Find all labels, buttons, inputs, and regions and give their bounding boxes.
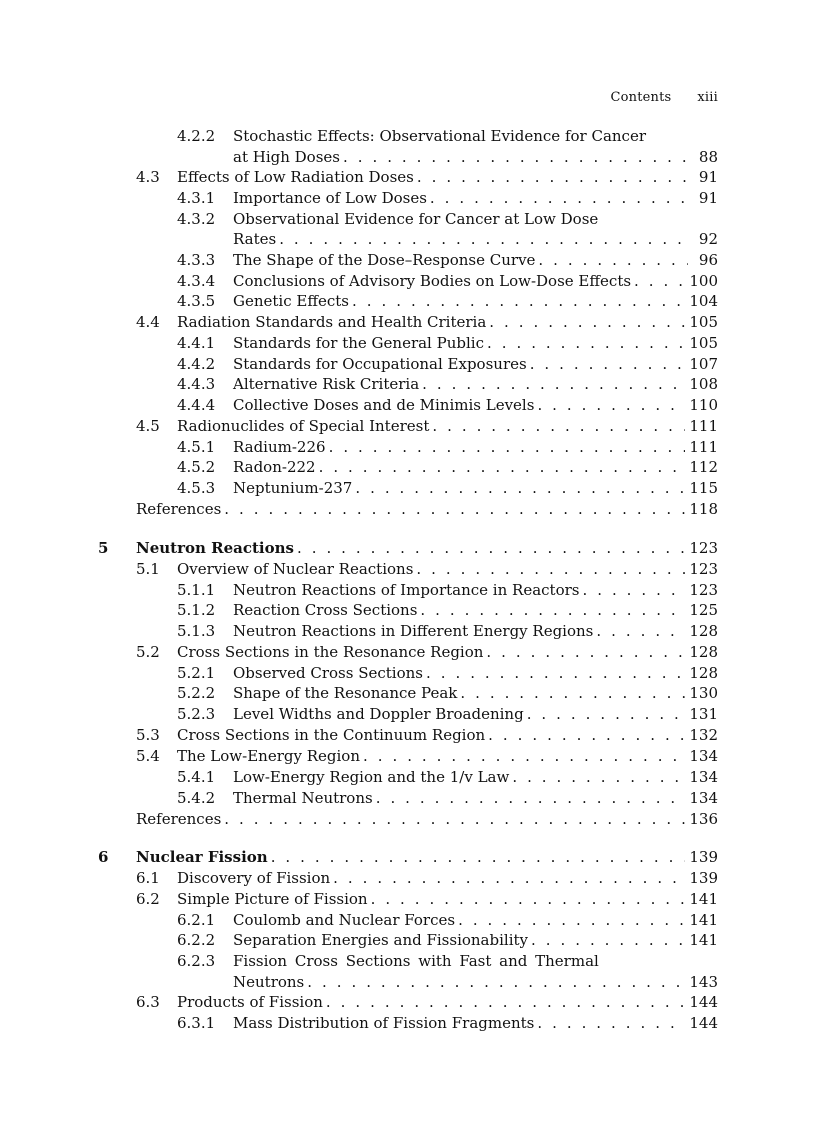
- page-number: 111: [689, 417, 718, 435]
- toc-entry: [0, 229, 816, 250]
- entry-title: Radiation Standards and Health Criteria: [177, 313, 487, 331]
- section-number: 6.1: [136, 869, 160, 887]
- dot-leader: [531, 930, 685, 951]
- toc-leader-line: [233, 621, 718, 642]
- toc-leader-line: [233, 663, 718, 684]
- running-head-title: Contents: [610, 90, 672, 105]
- toc-leader-line: [233, 580, 718, 601]
- section-number: 4.3.4: [177, 272, 216, 290]
- page-number: 123: [689, 581, 718, 599]
- toc-entry: [0, 188, 816, 209]
- section-number: 5.4.1: [177, 768, 216, 786]
- toc-leader-line: [233, 147, 718, 168]
- toc-entry: [0, 951, 816, 972]
- entry-title: at High Doses: [233, 148, 340, 166]
- toc-entry: [0, 250, 816, 271]
- toc-leader-line: [177, 167, 718, 188]
- toc-entry: [0, 126, 816, 147]
- entry-title: Level Widths and Doppler Broadening: [233, 705, 524, 723]
- toc-chapter-entry: [0, 538, 816, 559]
- toc-leader-line: [177, 642, 718, 663]
- entry-title: Mass Distribution of Fission Fragments: [233, 1014, 535, 1032]
- page-number: 91: [698, 168, 718, 186]
- dot-leader: [426, 663, 685, 684]
- section-number: 6.2.3: [177, 952, 216, 970]
- toc-entry: [0, 354, 816, 375]
- dot-leader: [537, 395, 685, 416]
- running-head: [136, 90, 718, 105]
- page-number: 123: [689, 560, 718, 578]
- section-number: 4.3.3: [177, 251, 216, 269]
- toc-leader-line: [233, 457, 718, 478]
- page-number: 104: [689, 292, 718, 310]
- toc-entry: [0, 992, 816, 1013]
- entry-title: References: [136, 810, 222, 828]
- entry-title: The Low-Energy Region: [177, 747, 360, 765]
- dot-leader: [527, 704, 686, 725]
- toc-leader-line: [177, 746, 718, 767]
- page-number: 136: [689, 810, 718, 828]
- page-number: 105: [689, 313, 718, 331]
- toc-leader-line: [233, 1013, 718, 1034]
- dot-leader: [279, 229, 688, 250]
- section-number: 4.3.5: [177, 292, 216, 310]
- toc-entry: [0, 868, 816, 889]
- dot-leader: [596, 621, 685, 642]
- toc-leader-line: [233, 229, 718, 250]
- toc-entry: [0, 910, 816, 931]
- section-number: 5.2.1: [177, 664, 216, 682]
- toc-entry: [0, 1013, 816, 1034]
- toc-entry: [0, 580, 816, 601]
- dot-leader: [530, 354, 686, 375]
- page-number: 139: [689, 869, 718, 887]
- toc-leader-line: [233, 395, 718, 416]
- entry-title: Separation Energies and Fissionability: [233, 931, 528, 949]
- toc-entry-references: [0, 499, 816, 520]
- page-number: 134: [689, 789, 718, 807]
- entry-title: Conclusions of Advisory Bodies on Low-Dose Effects: [233, 272, 632, 290]
- entry-title: Observed Cross Sections: [233, 664, 423, 682]
- entry-title: Thermal Neutrons: [233, 789, 373, 807]
- toc-entry: [0, 683, 816, 704]
- dot-leader: [333, 868, 685, 889]
- toc-entry: [0, 271, 816, 292]
- section-number: 6.3: [136, 993, 160, 1011]
- section-number: 4.4.2: [177, 355, 216, 373]
- toc-leader-line: [233, 271, 718, 292]
- entry-title: Coulomb and Nuclear Forces: [233, 911, 456, 929]
- entry-title: Products of Fission: [177, 993, 323, 1011]
- page-number: 100: [689, 272, 718, 290]
- entry-title: Standards for Occupational Exposures: [233, 355, 527, 373]
- toc-leader-line: [233, 767, 718, 788]
- page-number: 118: [689, 500, 718, 518]
- entry-title: Radium-226: [233, 438, 326, 456]
- toc-leader-line: [233, 188, 718, 209]
- dot-leader: [537, 1013, 685, 1034]
- toc-chapter-entry: [0, 847, 816, 868]
- dot-leader: [326, 992, 685, 1013]
- entry-title: Neptunium-237: [233, 479, 353, 497]
- toc-leader-line: [177, 559, 718, 580]
- chapter-title: Nuclear Fission: [136, 848, 268, 866]
- toc-leader-line: [177, 992, 718, 1013]
- section-number: 4.4.3: [177, 375, 216, 393]
- page-number: 88: [698, 148, 718, 166]
- chapter-number: 6: [98, 848, 109, 866]
- toc-entry: [0, 478, 816, 499]
- entry-title: Rates: [233, 230, 277, 248]
- dot-leader: [224, 499, 685, 520]
- section-number: 5.4: [136, 747, 160, 765]
- toc-entry: [0, 395, 816, 416]
- toc-entry: [0, 788, 816, 809]
- toc-entry: [0, 291, 816, 312]
- page-number: 105: [689, 334, 718, 352]
- page-number: 139: [689, 848, 718, 866]
- dot-leader: [371, 889, 686, 910]
- entry-title: Simple Picture of Fission: [177, 890, 368, 908]
- toc-leader-line: [136, 499, 718, 520]
- dot-leader: [319, 457, 686, 478]
- page-number: 91: [698, 189, 718, 207]
- dot-leader: [329, 437, 686, 458]
- entry-title: Radionuclides of Special Interest: [177, 417, 430, 435]
- dot-leader: [343, 147, 688, 168]
- entry-title: Overview of Nuclear Reactions: [177, 560, 414, 578]
- entry-title: Neutron Reactions in Different Energy Regions: [233, 622, 594, 640]
- page-number: 128: [689, 664, 718, 682]
- toc-entry: [0, 704, 816, 725]
- page-number: 141: [689, 911, 718, 929]
- page-number: 131: [689, 705, 718, 723]
- entry-title: Effects of Low Radiation Doses: [177, 168, 414, 186]
- dot-leader: [422, 374, 685, 395]
- section-number: 6.2: [136, 890, 160, 908]
- entry-title: Neutrons: [233, 973, 305, 991]
- page-number: 144: [689, 1014, 718, 1032]
- dot-leader: [432, 416, 685, 437]
- section-number: 5.3: [136, 726, 160, 744]
- page-number: 115: [689, 479, 718, 497]
- toc-entry: [0, 930, 816, 951]
- entry-title: Reaction Cross Sections: [233, 601, 418, 619]
- toc-entry: [0, 209, 816, 230]
- toc-leader-line: [136, 847, 718, 868]
- section-number: 4.4.4: [177, 396, 216, 414]
- toc-entry: [0, 437, 816, 458]
- toc-entry: [0, 725, 816, 746]
- toc-entry: [0, 312, 816, 333]
- section-number: 5.1.1: [177, 581, 216, 599]
- dot-leader: [582, 580, 685, 601]
- toc-entry: [0, 559, 816, 580]
- toc-entry: [0, 167, 816, 188]
- page-number: 123: [689, 539, 718, 557]
- section-number: 5.2: [136, 643, 160, 661]
- section-number: 6.2.2: [177, 931, 216, 949]
- entry-title: Importance of Low Doses: [233, 189, 427, 207]
- toc-entry: [0, 374, 816, 395]
- dot-leader: [458, 910, 685, 931]
- dot-leader: [416, 559, 685, 580]
- toc-leader-line: [233, 910, 718, 931]
- section-number: 6.2.1: [177, 911, 216, 929]
- toc-entry: [0, 416, 816, 437]
- dot-leader: [487, 333, 685, 354]
- dot-leader: [417, 167, 688, 188]
- toc-entry: [0, 972, 816, 993]
- dot-leader: [352, 291, 685, 312]
- page-number: 96: [698, 251, 718, 269]
- dot-leader: [376, 788, 686, 809]
- dot-leader: [430, 188, 688, 209]
- section-number: 5.1.2: [177, 601, 216, 619]
- section-number: 4.3.2: [177, 210, 216, 228]
- page-number: 134: [689, 747, 718, 765]
- dot-leader: [355, 478, 685, 499]
- toc-entry: [0, 642, 816, 663]
- section-number: 4.4.1: [177, 334, 216, 352]
- toc-leader-line: [177, 312, 718, 333]
- toc-leader-line: [233, 354, 718, 375]
- dot-leader: [634, 271, 685, 292]
- entry-title: Neutron Reactions of Importance in Reactors: [233, 581, 580, 599]
- section-number: 6.3.1: [177, 1014, 216, 1032]
- toc-leader-line: [233, 788, 718, 809]
- dot-leader: [420, 600, 685, 621]
- section-number: 4.5.3: [177, 479, 216, 497]
- page-number: 107: [689, 355, 718, 373]
- toc-leader-line: [233, 250, 718, 271]
- dot-leader: [271, 847, 686, 868]
- dot-leader: [224, 809, 685, 830]
- entry-title: Standards for the General Public: [233, 334, 484, 352]
- page-number: 141: [689, 931, 718, 949]
- toc-entry: [0, 600, 816, 621]
- toc-entry: [0, 746, 816, 767]
- entry-title: Observational Evidence for Cancer at Low Dose: [233, 210, 599, 228]
- page-number: 108: [689, 375, 718, 393]
- entry-title: Stochastic Effects: Observational Evidence for Cancer: [233, 127, 647, 145]
- toc-entry: [0, 457, 816, 478]
- page-number: 125: [689, 601, 718, 619]
- toc-leader-line: [233, 437, 718, 458]
- toc-entry: [0, 147, 816, 168]
- section-number: 4.3: [136, 168, 160, 186]
- entry-title: The Shape of the Dose–Response Curve: [233, 251, 536, 269]
- toc-entry-references: [0, 809, 816, 830]
- section-number: 5.1.3: [177, 622, 216, 640]
- section-number: 4.4: [136, 313, 160, 331]
- entry-title: Collective Doses and de Minimis Levels: [233, 396, 535, 414]
- section-number: 5.2.3: [177, 705, 216, 723]
- page-number: 112: [689, 458, 718, 476]
- toc-leader-line: [177, 868, 718, 889]
- entry-title: Radon-222: [233, 458, 316, 476]
- page-number: 128: [689, 622, 718, 640]
- section-number: 4.2.2: [177, 127, 216, 145]
- toc-leader-line: [136, 809, 718, 830]
- toc-leader-line: [233, 600, 718, 621]
- toc-leader-line: [233, 704, 718, 725]
- toc-leader-line: [233, 374, 718, 395]
- entry-title: Discovery of Fission: [177, 869, 331, 887]
- entry-title: Shape of the Resonance Peak: [233, 684, 458, 702]
- dot-leader: [489, 312, 685, 333]
- section-number: 5.1: [136, 560, 160, 578]
- toc-leader-line: [233, 930, 718, 951]
- entry-title: Low-Energy Region and the 1/v Law: [233, 768, 510, 786]
- toc-entry: [0, 889, 816, 910]
- section-number: 5.2.2: [177, 684, 216, 702]
- dot-leader: [297, 538, 685, 559]
- toc-leader-line: [136, 538, 718, 559]
- chapter-number: 5: [98, 539, 109, 557]
- section-number: 4.5.2: [177, 458, 216, 476]
- page-number: 141: [689, 890, 718, 908]
- entry-title: Alternative Risk Criteria: [233, 375, 420, 393]
- page-number: 130: [689, 684, 718, 702]
- dot-leader: [307, 972, 685, 993]
- dot-leader: [486, 642, 685, 663]
- dot-leader: [538, 250, 688, 271]
- toc-entry: [0, 767, 816, 788]
- entry-title: Cross Sections in the Resonance Region: [177, 643, 484, 661]
- page-number: 132: [689, 726, 718, 744]
- page-number: 110: [689, 396, 718, 414]
- toc-leader-line: [233, 333, 718, 354]
- page-number: 134: [689, 768, 718, 786]
- page-number: 128: [689, 643, 718, 661]
- section-number: 4.3.1: [177, 189, 216, 207]
- toc-leader-line: [177, 725, 718, 746]
- entry-title: Fission Cross Sections with Fast and Thermal: [233, 952, 599, 970]
- page-number: 111: [689, 438, 718, 456]
- toc-leader-line: [233, 972, 718, 993]
- page-number: 144: [689, 993, 718, 1011]
- toc-leader-line: [233, 291, 718, 312]
- chapter-title: Neutron Reactions: [136, 539, 294, 557]
- section-number: 4.5: [136, 417, 160, 435]
- toc-entry: [0, 621, 816, 642]
- page-number: 92: [698, 230, 718, 248]
- dot-leader: [512, 767, 685, 788]
- running-head-page-number: xiii: [697, 90, 718, 105]
- section-number: 4.5.1: [177, 438, 216, 456]
- toc-leader-line: [177, 889, 718, 910]
- toc-entry: [0, 333, 816, 354]
- toc-entry: [0, 663, 816, 684]
- dot-leader: [460, 683, 685, 704]
- toc-leader-line: [233, 683, 718, 704]
- section-number: 5.4.2: [177, 789, 216, 807]
- dot-leader: [488, 725, 685, 746]
- entry-title: References: [136, 500, 222, 518]
- page-number: 143: [689, 973, 718, 991]
- entry-title: Genetic Effects: [233, 292, 350, 310]
- entry-title: Cross Sections in the Continuum Region: [177, 726, 486, 744]
- dot-leader: [363, 746, 685, 767]
- toc-leader-line: [233, 478, 718, 499]
- toc-leader-line: [177, 416, 718, 437]
